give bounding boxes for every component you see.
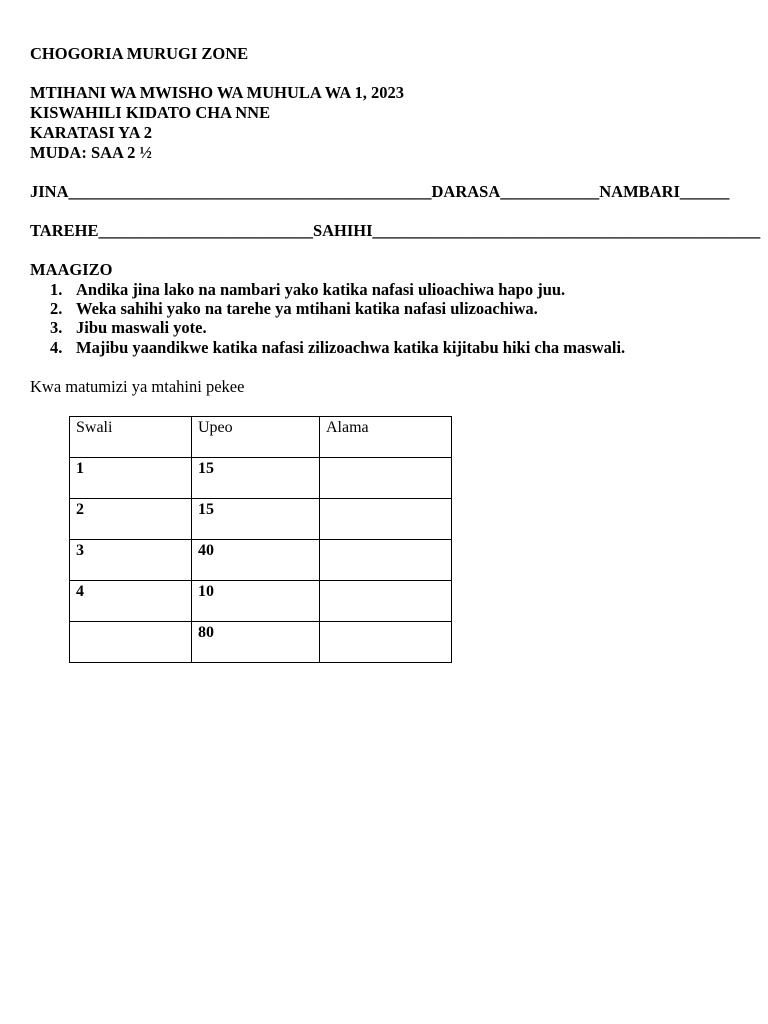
question-cell: 4: [70, 581, 192, 622]
instruction-item: [50, 280, 565, 300]
header-cell-swali: Swali: [70, 417, 192, 458]
instruction-item: [50, 318, 207, 338]
exam-title: MTIHANI WA MWISHO WA MUHULA WA 1, 2023: [30, 83, 405, 102]
paper-title: KARATASI YA 2: [30, 123, 152, 142]
max-marks-cell: 40: [192, 540, 320, 581]
instruction-number: 2.: [50, 299, 63, 318]
duration-line: MUDA: SAA 2 ½: [30, 143, 152, 162]
marks-table: [69, 416, 452, 663]
table-total-row: [70, 622, 452, 663]
zone-title: CHOGORIA MURUGI ZONE: [30, 44, 249, 63]
instruction-text: Jibu maswali yote.: [76, 318, 207, 337]
score-cell[interactable]: [320, 458, 452, 499]
instructions-heading: MAAGIZO: [30, 260, 113, 279]
instruction-number: 3.: [50, 318, 63, 337]
table-row: [70, 581, 452, 622]
table-row: [70, 540, 452, 581]
max-marks-cell: 15: [192, 458, 320, 499]
instruction-item: [50, 338, 625, 358]
total-score-cell[interactable]: [320, 622, 452, 663]
max-marks-cell: 15: [192, 499, 320, 540]
examiner-use-note: Kwa matumizi ya mtahini pekee: [30, 377, 245, 396]
date-signature-field: TAREHE__________________________SAHIHI_______________________________________________: [30, 221, 761, 240]
instruction-number: 4.: [50, 338, 63, 357]
header-cell-alama: Alama: [320, 417, 452, 458]
table-row: [70, 499, 452, 540]
subject-title: KISWAHILI KIDATO CHA NNE: [30, 103, 271, 122]
total-max-marks-cell: 80: [192, 622, 320, 663]
question-cell: 3: [70, 540, 192, 581]
instruction-text: Weka sahihi yako na tarehe ya mtihani katika nafasi ulizoachiwa.: [76, 299, 538, 318]
instruction-text: Andika jina lako na nambari yako katika nafasi ulioachiwa hapo juu.: [76, 280, 566, 299]
table-header-row: [70, 417, 452, 458]
score-cell[interactable]: [320, 499, 452, 540]
header-cell-upeo: Upeo: [192, 417, 320, 458]
question-cell: [70, 622, 192, 663]
instruction-text: Majibu yaandikwe katika nafasi zilizoachwa katika kijitabu hiki cha maswali.: [76, 338, 626, 357]
table-row: [70, 458, 452, 499]
instruction-number: 1.: [50, 280, 63, 299]
max-marks-cell: 10: [192, 581, 320, 622]
name-class-number-field: JINA____________________________________________DARASA____________NAMBARI______: [30, 182, 730, 201]
question-cell: 1: [70, 458, 192, 499]
score-cell[interactable]: [320, 581, 452, 622]
question-cell: 2: [70, 499, 192, 540]
score-cell[interactable]: [320, 540, 452, 581]
instruction-item: [50, 299, 538, 319]
